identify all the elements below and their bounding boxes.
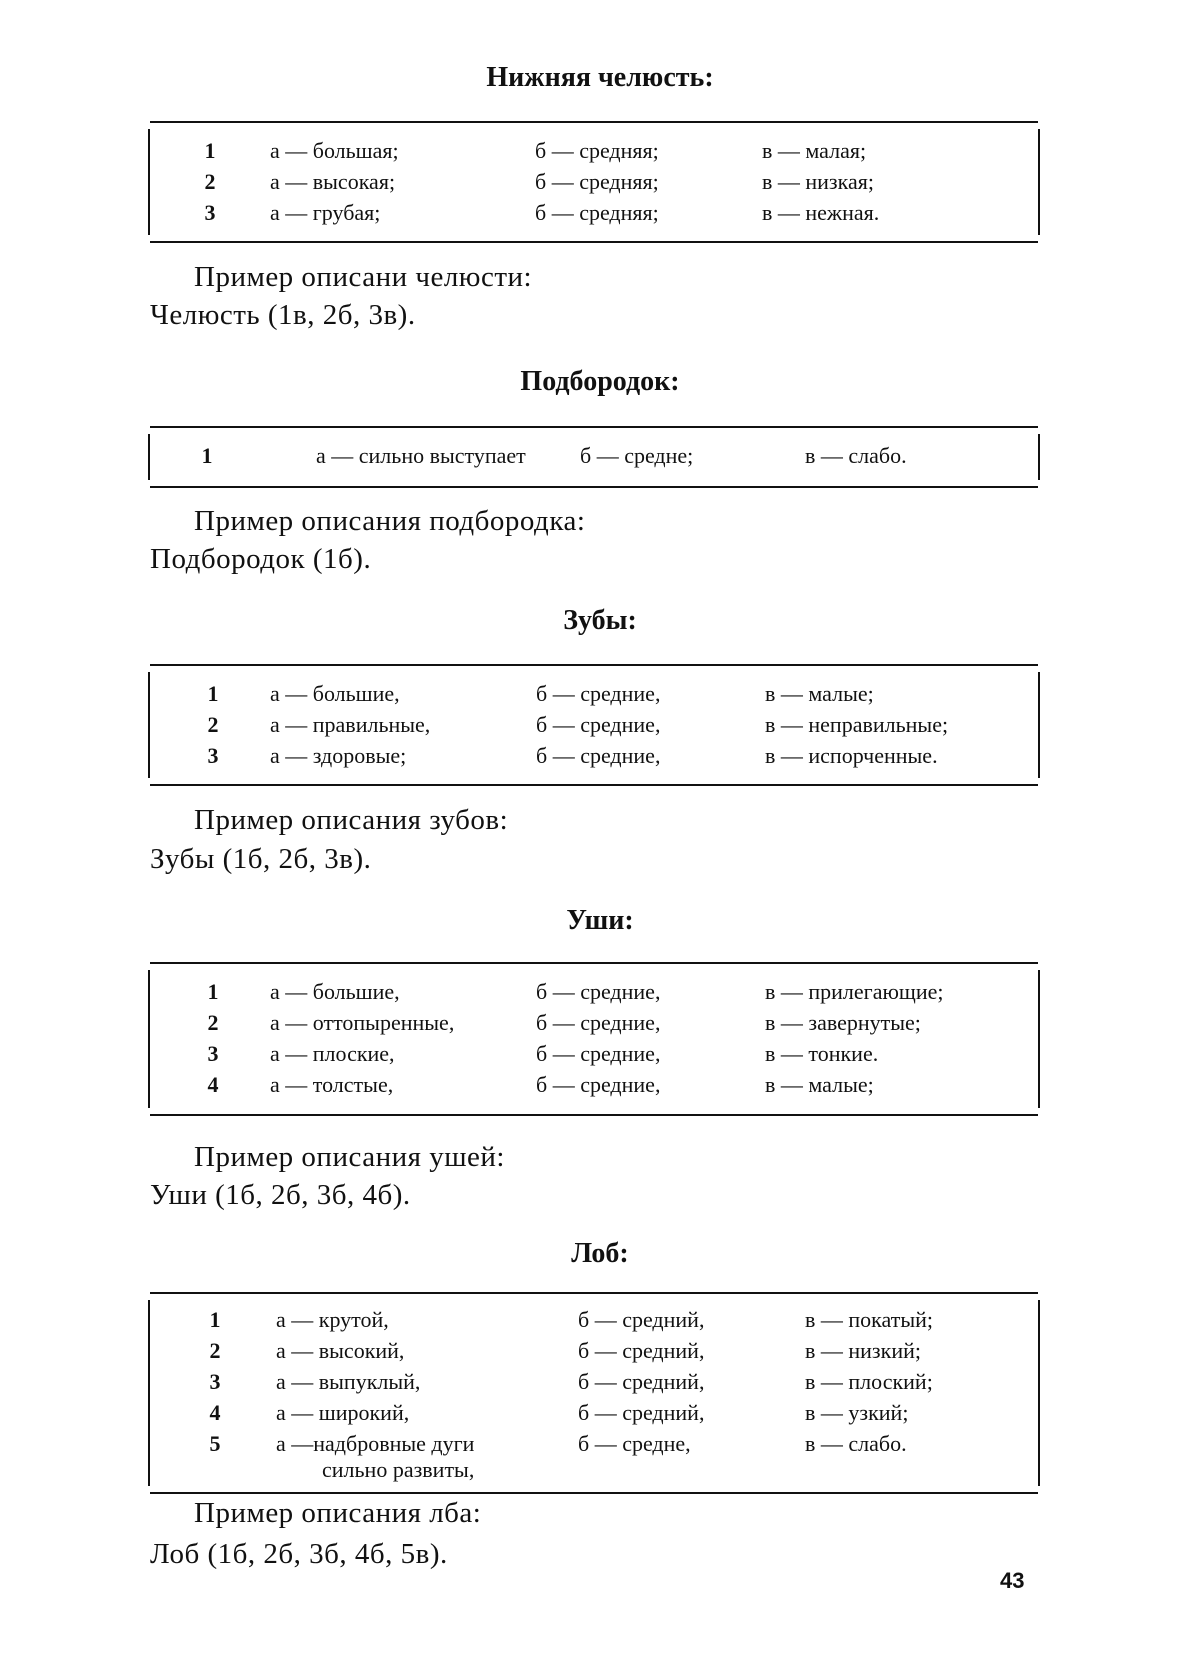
option-b: б — средние, <box>536 681 661 706</box>
option-c: в — нежная. <box>762 200 880 225</box>
option-c: в — неправильные; <box>765 712 949 737</box>
section-title-forehead: Лоб: <box>571 1238 629 1269</box>
option-b: б — средний, <box>578 1400 705 1425</box>
row-number: 4 <box>209 1400 221 1425</box>
example-text: Подбородок (1б). <box>150 543 372 575</box>
option-b: б — средние, <box>536 1010 661 1035</box>
option-c: в — слабо. <box>805 1431 907 1456</box>
option-a: а —надбровные дуги <box>276 1431 475 1456</box>
row-number: 2 <box>207 1010 219 1035</box>
option-b: б — средняя; <box>535 200 659 225</box>
row-number: 5 <box>209 1431 221 1456</box>
table-row <box>150 1366 1038 1397</box>
option-c: в — узкий; <box>805 1400 909 1425</box>
table-row <box>150 1007 1038 1038</box>
option-a: а — высокая; <box>270 169 396 194</box>
option-b: б — средняя; <box>535 169 659 194</box>
option-c: в — низкий; <box>805 1338 921 1363</box>
row-number: 3 <box>204 200 216 225</box>
option-c: в — плоский; <box>805 1369 933 1394</box>
row-number: 3 <box>209 1369 221 1394</box>
option-c: в — низкая; <box>762 169 874 194</box>
ears-table <box>150 962 1038 1116</box>
example-text: Лоб (1б, 2б, 3б, 4б, 5в). <box>150 1538 448 1570</box>
option-c: в — слабо. <box>805 443 907 468</box>
option-b: б — средние, <box>536 743 661 768</box>
table-row <box>150 1304 1038 1335</box>
section-title-ears: Уши: <box>566 905 634 936</box>
option-a: а — большая; <box>270 138 399 163</box>
option-a: а — высокий, <box>276 1338 405 1363</box>
option-b: б — средний, <box>578 1369 705 1394</box>
option-a: а — толстые, <box>270 1072 394 1097</box>
example-text: Зубы (1б, 2б, 3в). <box>150 843 372 875</box>
example-label: Пример описания лба: <box>194 1497 482 1529</box>
option-a: а — большие, <box>270 681 400 706</box>
table-row <box>150 1335 1038 1366</box>
row-number: 4 <box>207 1072 219 1097</box>
page-number: 43 <box>1000 1568 1025 1593</box>
option-c: в — малые; <box>765 1072 874 1097</box>
example-label: Пример описания зубов: <box>194 804 509 836</box>
example-text: Уши (1б, 2б, 3б, 4б). <box>150 1179 411 1211</box>
row-number: 2 <box>207 712 219 737</box>
option-c: в — тонкие. <box>765 1041 879 1066</box>
chin-table <box>150 426 1038 488</box>
option-a: а — крутой, <box>276 1307 389 1332</box>
option-b: б — средние, <box>536 1072 661 1097</box>
option-c: в — прилегающие; <box>765 979 944 1004</box>
option-b: б — средний, <box>578 1338 705 1363</box>
table-row <box>150 197 1038 228</box>
row-number: 1 <box>207 979 219 1004</box>
row-number: 1 <box>207 681 219 706</box>
section-title-jaw: Нижняя челюсть: <box>486 62 714 93</box>
row-number: 1 <box>201 443 213 468</box>
section-title-chin: Подбородок: <box>520 366 680 397</box>
table-row <box>150 976 1038 1007</box>
option-a: а — оттопыренные, <box>270 1010 455 1035</box>
option-a: а — здоровые; <box>270 743 407 768</box>
option-a: а — широкий, <box>276 1400 410 1425</box>
option-c: в — малая; <box>762 138 867 163</box>
forehead-table <box>150 1292 1038 1494</box>
option-a: а — выпуклый, <box>276 1369 421 1394</box>
jaw-table <box>150 121 1038 243</box>
option-a: а — правильные, <box>270 712 431 737</box>
option-a-continuation: сильно развиты, <box>322 1457 475 1482</box>
row-number: 1 <box>209 1307 221 1332</box>
row-number: 3 <box>207 1041 219 1066</box>
row-number: 2 <box>209 1338 221 1363</box>
option-a: а — грубая; <box>270 200 381 225</box>
table-row <box>150 678 1038 709</box>
table-row <box>150 709 1038 740</box>
option-c: в — покатый; <box>805 1307 933 1332</box>
option-b: б — средний, <box>578 1307 705 1332</box>
option-b: б — средне, <box>578 1431 691 1456</box>
table-row <box>150 740 1038 771</box>
table-row-continuation <box>150 1454 1038 1485</box>
option-b: б — средние, <box>536 712 661 737</box>
table-row <box>150 440 1038 471</box>
section-title-teeth: Зубы: <box>563 605 637 636</box>
example-text: Челюсть (1в, 2б, 3в). <box>150 299 416 331</box>
option-b: б — средне; <box>580 443 694 468</box>
table-row <box>150 1069 1038 1100</box>
option-b: б — средние, <box>536 1041 661 1066</box>
option-b: б — средняя; <box>535 138 659 163</box>
example-label: Пример описания ушей: <box>194 1141 505 1173</box>
option-a: а — плоские, <box>270 1041 395 1066</box>
teeth-table <box>150 664 1038 786</box>
option-b: б — средние, <box>536 979 661 1004</box>
table-row <box>150 135 1038 166</box>
option-c: в — завернутые; <box>765 1010 921 1035</box>
example-label: Пример описания подбородка: <box>194 505 586 537</box>
option-a: а — сильно выступает <box>316 443 526 468</box>
table-row <box>150 1397 1038 1428</box>
row-number: 1 <box>204 138 216 163</box>
table-row <box>150 166 1038 197</box>
option-c: в — малые; <box>765 681 874 706</box>
option-c: в — испорченные. <box>765 743 938 768</box>
row-number: 3 <box>207 743 219 768</box>
example-label: Пример описани челюсти: <box>194 261 533 293</box>
option-a: а — большие, <box>270 979 400 1004</box>
table-row <box>150 1038 1038 1069</box>
row-number: 2 <box>204 169 216 194</box>
